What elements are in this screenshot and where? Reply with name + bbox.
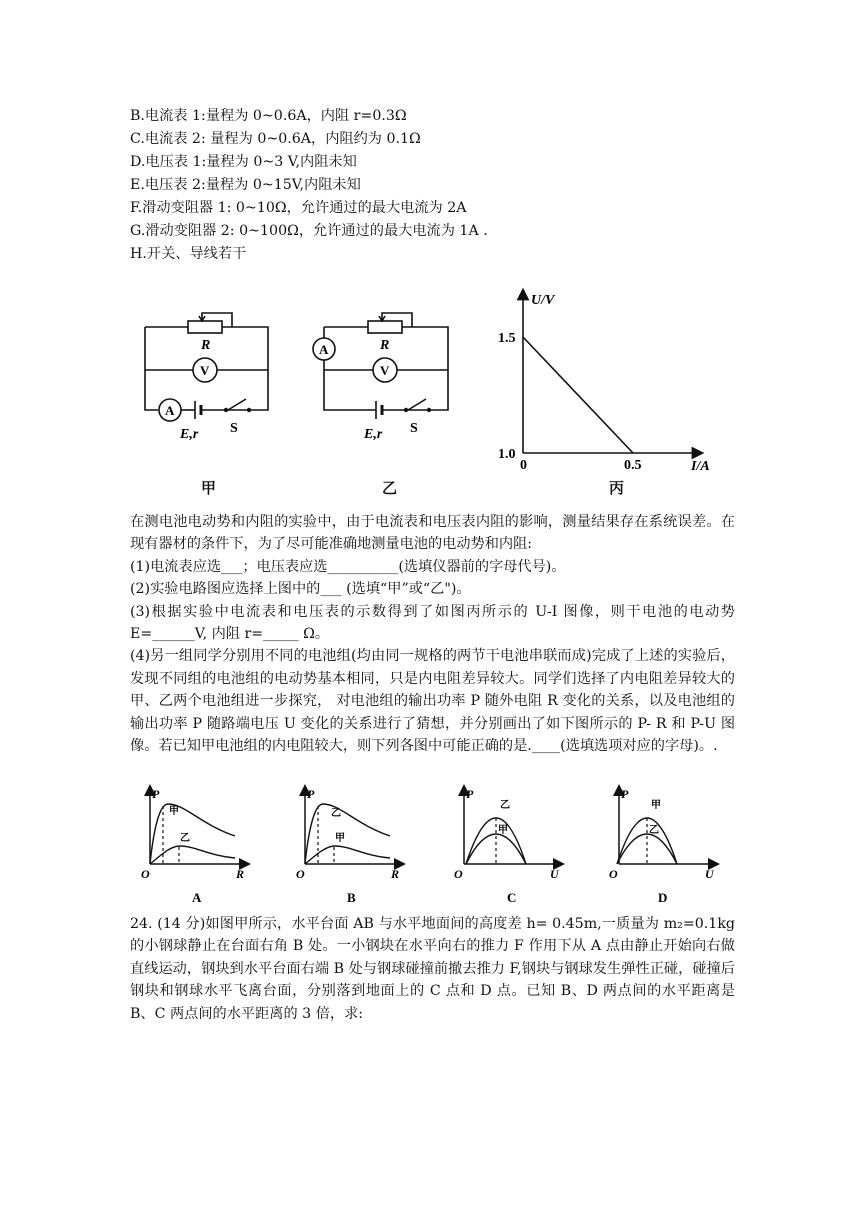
option-letter: B — [347, 890, 356, 905]
option-letter: D — [658, 890, 668, 905]
equipment-item: F.滑动变阻器 1: 0~10Ω，允许通过的最大电流为 2A — [130, 200, 467, 216]
curve-label-jia: 甲 — [498, 825, 508, 836]
origin-label: O — [609, 867, 618, 881]
question-part-3: (3)根据实验中电流表和电压表的示数得到了如图丙所示的 U-I 图像，则干电池的电动势 E=______V, 内阻 r=_____ Ω。 — [130, 603, 735, 643]
option-b-graph — [295, 786, 405, 906]
u-axis-label: U — [550, 867, 559, 881]
curve-label-yi: 乙 — [180, 833, 190, 844]
graph-bing-caption: 丙 — [609, 479, 625, 497]
u-axis-label: U — [705, 867, 714, 881]
p-axis-label: P — [307, 787, 315, 801]
circuit-yi-caption: 乙 — [382, 479, 398, 497]
resistor-label: R — [380, 338, 390, 353]
x-tick-label: 0.5 — [624, 458, 642, 473]
y-tick-label: 1.5 — [498, 331, 516, 346]
y-axis-label: U/V — [531, 293, 555, 308]
curve-label-yi: 乙 — [331, 808, 341, 819]
battery-label: E,r — [180, 427, 199, 442]
option-letter: A — [192, 890, 202, 905]
option-letter: C — [507, 890, 517, 905]
voltmeter-label: V — [200, 363, 210, 378]
origin-y-label: 1.0 — [498, 447, 516, 462]
curve-label-yi: 乙 — [500, 800, 510, 811]
circuit-yi-diagram — [318, 305, 458, 445]
origin-label: O — [296, 867, 305, 881]
question-24-text: 24. (14 分)如图甲所示，水平台面 AB 与水平地面间的高度差 h= 0.45m,一质量为 m₂=0.1kg 的小钢球静止在台面右角 B 处。一小钢块在水平向右的推力 F 作用下从 A 点由静止开始向右做直线运动，钢块到水平台面右端 B 处与钢球碰撞前撤去推力 F,钢块与钢球发生弹性正碰，碰撞后钢块和钢球水平飞离台面，分别落到地面上的 C 点和 D 点。已知 B、D 两点间的水平距离是 B、C 两点间的水平距离的 3 倍，求: — [130, 916, 735, 1022]
circuit-jia-caption: 甲 — [201, 479, 217, 497]
p-axis-label: P — [466, 787, 474, 801]
ammeter-label: A — [165, 403, 175, 418]
x-axis-label: I/A — [691, 459, 710, 474]
option-a-graph — [140, 786, 250, 906]
equipment-item: C.电流表 2: 量程为 0~0.6A，内阻约为 0.1Ω — [130, 131, 421, 147]
question-24 — [130, 913, 735, 1025]
r-axis-label: R — [391, 867, 400, 881]
equipment-item: D.电压表 1:量程为 0~3 V,内阻未知 — [130, 154, 357, 170]
curve-label-jia: 甲 — [651, 800, 661, 811]
u-i-line — [523, 337, 633, 453]
question-23 — [130, 511, 735, 757]
equipment-item: H.开关、导线若干 — [130, 246, 247, 262]
question-part-1: (1)电流表应选___；电压表应选__________(选填仪器前的字母代号)。 — [130, 558, 566, 575]
p-axis-label: P — [621, 787, 629, 801]
circuit-jia-diagram — [140, 305, 280, 445]
question-intro: 在测电池电动势和内阻的实验中，由于电流表和电压表内阻的影响，测量结果存在系统误差。在现有器材的条件下，为了尽可能准确地测量电池的电动势和内阻: — [130, 514, 735, 553]
graph-bing-chart — [493, 290, 733, 474]
equipment-item: G.滑动变阻器 2: 0~100Ω，允许通过的最大电流为 1A . — [130, 223, 488, 239]
switch-label: S — [410, 421, 418, 436]
p-axis-label: P — [152, 787, 160, 801]
curve-label-yi: 乙 — [649, 825, 659, 836]
r-axis-label: R — [236, 867, 245, 881]
ammeter-label: A — [319, 342, 329, 357]
question-part-2: (2)实验电路图应选择上图中的___ (选填“甲”或“乙")。 — [130, 581, 471, 598]
switch-label: S — [230, 421, 238, 436]
origin-label: O — [454, 867, 463, 881]
equipment-item: E.电压表 2:量程为 0~15V,内阻未知 — [130, 177, 361, 193]
option-c-graph — [452, 786, 567, 906]
curve-label-jia: 甲 — [335, 833, 345, 844]
battery-label: E,r — [364, 427, 383, 442]
option-d-graph — [607, 786, 722, 906]
resistor-label: R — [201, 338, 211, 353]
origin-x-label: 0 — [520, 458, 527, 473]
equipment-item: B.电流表 1:量程为 0~0.6A，内阻 r=0.3Ω — [130, 108, 407, 124]
voltmeter-label: V — [380, 363, 390, 378]
question-part-4: (4)另一组同学分别用不同的电池组(均由同一规格的两节干电池串联而成)完成了上述的实验后，发现不同组的电池组的电动势基本相同，只是内电阻差异较大。同学们选择了内电阻差异较大的甲、乙两个电池组进一步探究， 对电池组的输出功率 P 随外电阻 R 变化的关系，以及电池组的输出功率 P 随路端电压 U 变化的关系进行了猜想，并分别画出了如下图所示的 P- R 和 P-U 图像。若已知甲电池组的内电阻较大，则下列各图中可能正确的是.____(选填选项对应的字母)。. — [130, 648, 736, 755]
origin-label: O — [141, 867, 150, 881]
curve-label-jia: 甲 — [169, 806, 179, 817]
